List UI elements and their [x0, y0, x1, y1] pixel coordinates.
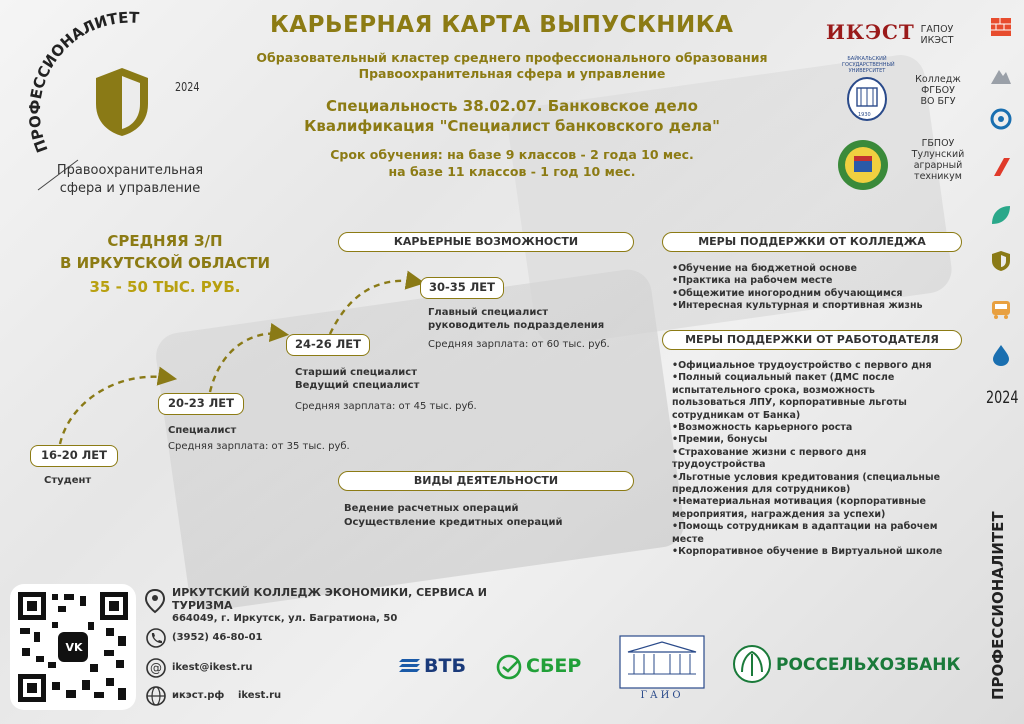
vk-badge: VK	[65, 641, 83, 654]
location-pin-icon	[144, 588, 166, 614]
sber-check-icon	[496, 654, 522, 680]
college-name	[172, 586, 487, 612]
salary-line2: В ИРКУТСКОЙ ОБЛАСТИ	[59, 254, 271, 272]
partner-bgu-line3: ВО БГУ	[920, 96, 956, 107]
bgu-cap1: БАЙКАЛЬСКИЙ	[847, 56, 887, 62]
stage-salary-4: Средняя зарплата: от 60 тыс. руб.	[428, 339, 610, 350]
phone-icon	[146, 628, 166, 648]
brick-icon	[988, 14, 1014, 40]
phone-number[interactable]: (3952) 46-80-01	[172, 632, 263, 643]
stage-age-4: 30-35 ЛЕТ	[420, 277, 504, 299]
partner-bgu-line2: ФГБОУ	[921, 85, 955, 96]
salary-value: 35 - 50 ТЫС. РУБ.	[89, 278, 241, 296]
stage-role-3-line1: Старший специалист	[295, 367, 417, 378]
rshb-logo: РОССЕЛЬХОЗБАНК	[776, 655, 961, 675]
bgu-year: 1930	[858, 112, 871, 118]
stage-role-4-line2: руководитель подразделения	[428, 320, 605, 331]
sphere-line2: сфера и управление	[59, 181, 201, 196]
stage-role-2: Специалист	[168, 425, 237, 436]
cluster-line1: Образовательный кластер среднего профессионального образования	[256, 50, 768, 65]
salary-line1: СРЕДНЯЯ З/П	[107, 232, 223, 250]
employer-support-list	[672, 360, 942, 559]
site-link-rf[interactable]: икэст.рф	[172, 690, 225, 701]
sphere-line1: Правоохранительная	[56, 163, 204, 178]
slash-red-icon	[988, 154, 1014, 180]
list-item: •Премии, бонусы	[672, 434, 768, 446]
list-item: трудоустройства	[672, 459, 766, 471]
bgu-cap3: УНИВЕРСИТЕТ	[848, 68, 886, 74]
partner-tulun-line1: ГБПОУ	[921, 138, 955, 149]
partner-ikest-name	[912, 24, 962, 46]
stage-role-4-line1: Главный специалист	[428, 307, 549, 318]
email-icon	[146, 658, 166, 678]
list-item: предложения для сотрудников)	[672, 484, 851, 496]
term-line1: Срок обучения: на базе 9 классов - 2 года 10 мес.	[330, 147, 694, 162]
list-item: •Практика на рабочем месте	[672, 275, 833, 287]
college-address: 664049, г. Иркутск, ул. Багратиона, 50	[172, 613, 398, 624]
activity-item: Осуществление кредитных операций	[344, 517, 563, 528]
qr-code[interactable]	[10, 584, 136, 710]
mountain-icon	[988, 62, 1014, 88]
gaio-logo: ГАИО	[640, 690, 684, 701]
page-title: КАРЬЕРНАЯ КАРТА ВЫПУСКНИКА	[270, 12, 734, 38]
partner-tulun-line3: аграрный	[913, 160, 963, 171]
vtb-logo: ВТБ	[424, 655, 466, 677]
stage-age-1: 16-20 ЛЕТ	[30, 445, 118, 467]
ikest-logo: ИКЭСТ	[826, 20, 915, 44]
bus-icon	[988, 296, 1014, 322]
list-item: •Помощь сотрудникам в адаптации на рабочем	[672, 521, 938, 533]
list-item: месте	[672, 533, 704, 545]
list-item: •Льготные условия кредитования (специальные	[672, 471, 941, 483]
partner-bgu-name	[906, 74, 970, 107]
partner-bgu-line1: Колледж	[915, 74, 961, 85]
partner-tulun-line4: техникум	[914, 171, 962, 182]
list-item: •Обучение на бюджетной основе	[672, 263, 857, 274]
sidebar-vertical-brand: ПРОФЕССИОНАЛИТЕТ	[989, 511, 1007, 700]
email-link[interactable]: ikest@ikest.ru	[172, 662, 253, 673]
career-header: КАРЬЕРНЫЕ ВОЗМОЖНОСТИ	[338, 232, 634, 252]
list-item: •Нематериальная мотивация (корпоративные	[672, 496, 926, 508]
list-item: •Общежитие иногородним обучающимся	[672, 287, 903, 299]
stage-role-3-line2: Ведущий специалист	[295, 380, 420, 391]
stage-salary-3: Средняя зарплата: от 45 тыс. руб.	[295, 401, 477, 412]
leaf-icon	[988, 202, 1014, 228]
partner-tulun-line2: Тулунский	[911, 149, 965, 160]
stage-age-2: 20-23 ЛЕТ	[158, 393, 244, 415]
stage-role-3	[295, 366, 419, 392]
cluster-line2: Правоохранительная сфера и управление	[358, 66, 666, 81]
list-item: •Корпоративное обучение в Виртуальной школе	[672, 546, 943, 558]
partner-ikest-line1: ГАПОУ	[920, 24, 954, 35]
qualification-line: Квалификация "Специалист банковского дела"	[304, 117, 720, 135]
sidebar-year: 2024	[986, 388, 1019, 408]
sber-logo: СБЕР	[526, 655, 582, 677]
list-item: •Интересная культурная и спортивная жизнь	[672, 300, 923, 312]
stage-role-1: Студент	[44, 475, 92, 486]
rshb-emblem-icon	[732, 644, 772, 684]
bgu-logo-caption	[842, 56, 895, 74]
shield-small-icon	[988, 248, 1014, 274]
stage-age-3: 24-26 ЛЕТ	[286, 334, 370, 356]
activities-header: ВИДЫ ДЕЯТЕЛЬНОСТИ	[338, 471, 634, 491]
list-item: сотрудникам от Банка)	[672, 409, 801, 421]
partner-ikest-line2: ИКЭСТ	[920, 35, 954, 46]
college-support-list	[672, 263, 923, 313]
list-item: •Полный социальный пакет (ДМС после	[672, 372, 895, 384]
site-link-ru[interactable]: ikest.ru	[238, 690, 282, 701]
list-item: мероприятия, награждения за успехи)	[672, 508, 886, 520]
college-name-line1: ИРКУТСКИЙ КОЛЛЕДЖ ЭКОНОМИКИ, СЕРВИСА И	[172, 586, 487, 599]
college-name-line2: ТУРИЗМА	[172, 599, 233, 612]
list-item: пользоваться ЛПУ, корпоративные льготы	[672, 397, 907, 409]
bgu-cap2: ГОСУДАРСТВЕННЫЙ	[842, 62, 895, 68]
svg-text:@: @	[150, 661, 162, 675]
list-item: •Возможность карьерного роста	[672, 422, 853, 434]
list-item: испытательного срока, возможность	[672, 384, 875, 396]
list-item: •Официальное трудоустройство с первого дня	[672, 360, 932, 371]
list-item: •Страхование жизни с первого дня	[672, 446, 867, 458]
stage-salary-2: Средняя зарплата: от 35 тыс. руб.	[168, 441, 350, 452]
stage-role-4	[428, 306, 604, 332]
specialty-line: Специальность 38.02.07. Банковское дело	[326, 97, 698, 115]
employer-support-header: МЕРЫ ПОДДЕРЖКИ ОТ РАБОТОДАТЕЛЯ	[662, 330, 962, 350]
activities-list	[344, 502, 563, 530]
activity-item: Ведение расчетных операций	[344, 503, 519, 514]
gaio-building-icon	[618, 634, 706, 690]
vtb-stripes-icon	[398, 658, 420, 674]
partner-tulun-name	[900, 138, 976, 182]
drop-icon	[988, 342, 1014, 368]
term-line2: на базе 11 классов - 1 год 10 мес.	[388, 164, 636, 179]
target-icon	[988, 106, 1014, 132]
globe-icon	[146, 686, 166, 706]
brand-arc-text: ПРОФЕССИОНАЛИТЕТ	[25, 10, 140, 156]
brand-year: 2024	[175, 80, 200, 94]
college-support-header: МЕРЫ ПОДДЕРЖКИ ОТ КОЛЛЕДЖА	[662, 232, 962, 252]
tulun-emblem-icon	[836, 138, 890, 192]
